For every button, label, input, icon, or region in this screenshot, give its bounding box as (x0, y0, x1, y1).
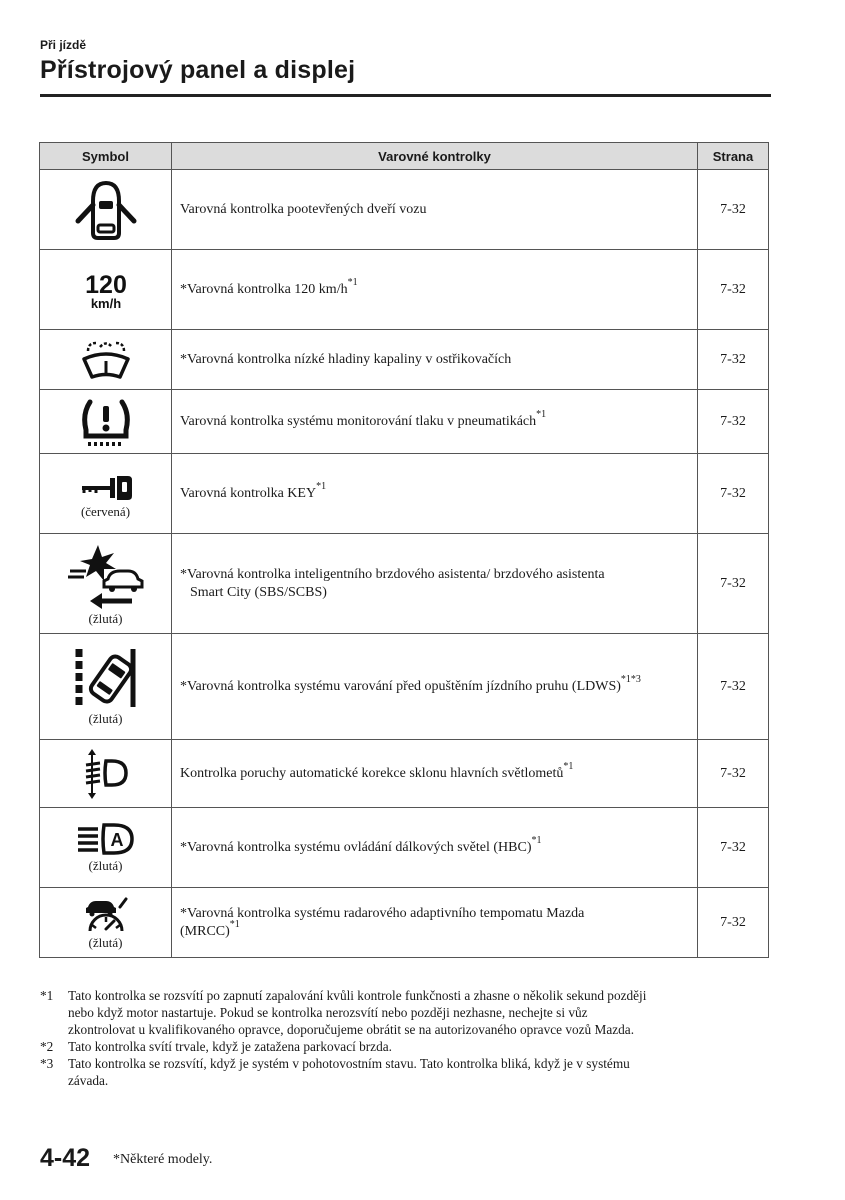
footnote-mark: *1 (40, 988, 54, 1003)
color-note: (červená) (80, 503, 131, 519)
table-row (40, 534, 769, 634)
row-page: 7-32 (698, 170, 769, 250)
table-row (40, 888, 769, 958)
footnote-2 (40, 1038, 770, 1055)
footnote-line: závada. (68, 1073, 109, 1088)
footnote-mark: *2 (40, 1039, 54, 1054)
row-description: Kontrolka poruchy automatické korekce sklonu hlavních světlometů (180, 765, 564, 781)
table-row (40, 740, 769, 808)
row-page: 7-32 (698, 808, 769, 888)
footnotes (40, 987, 770, 1089)
table-row (40, 634, 769, 740)
row-description: Varovná kontrolka KEY (180, 485, 317, 501)
row-footnote-ref: *1 (316, 480, 327, 492)
footnote-3 (40, 1055, 770, 1089)
row-description: Varovná kontrolka pootevřených dveří vozu (180, 201, 427, 217)
lane-departure-icon (71, 647, 141, 709)
auto-letter: A (110, 829, 123, 850)
page-title: Přístrojový panel a displej (40, 56, 356, 84)
row-page: 7-32 (698, 330, 769, 390)
table-row (40, 250, 769, 330)
footnote-line: nebo když motor nastartuje. Pokud se kontrolka nerozsvítí nebo později nezhasne, nechejte si vůz (68, 1005, 588, 1020)
header-page: Strana (698, 143, 769, 170)
washer-fluid-icon (78, 337, 134, 383)
row-footnote-ref: *1 (536, 408, 547, 420)
color-note: (žlutá) (88, 857, 123, 873)
footnote-line: Tato kontrolka se rozsvítí po zapnutí zapalování kvůli kontrole funkčnosti a zhasne o několik sekund později (68, 988, 647, 1003)
table-row (40, 390, 769, 454)
row-description: *Varovná kontrolka systému varování před opuštěním jízdního pruhu (LDWS) (180, 678, 621, 694)
row-page: 7-32 (698, 454, 769, 534)
brake-assist-icon (64, 541, 148, 609)
row-page: 7-32 (698, 740, 769, 808)
table-row (40, 330, 769, 390)
row-footnote-ref: *1 (531, 834, 542, 846)
table-header-row (40, 143, 769, 170)
footnote-mark: *3 (40, 1056, 54, 1071)
row-description: *Varovná kontrolka systému ovládání dálkových světel (HBC) (180, 839, 532, 855)
row-description: Varovná kontrolka systému monitorování tlaku v pneumatikách (180, 413, 537, 429)
speed-value-text: 120 (84, 270, 127, 299)
row-description: *Varovná kontrolka 120 km/h (180, 281, 348, 297)
door-open-icon (73, 177, 139, 243)
speed-120-icon (76, 268, 136, 312)
row-page: 7-32 (698, 634, 769, 740)
header-description: Varovné kontrolky (172, 143, 698, 170)
color-note: (žlutá) (88, 934, 123, 950)
footnote-line: zkontrolovat u kvalifikovaného opravce, doporučujeme obrátit se na autorizovaného opravce vozů Mazda. (68, 1022, 635, 1037)
row-page: 7-32 (698, 390, 769, 454)
footnote-line: Tato kontrolka svítí trvale, když je zatažena parkovací brzda. (68, 1039, 392, 1054)
header-symbol: Symbol (40, 143, 172, 170)
row-footnote-ref: *1 (563, 760, 574, 772)
table-row (40, 808, 769, 888)
models-note: *Některé modely. (113, 1152, 213, 1167)
tire-pressure-icon (78, 396, 134, 448)
page-number: 4-42 (40, 1144, 91, 1172)
warning-lights-table (39, 142, 769, 958)
table-row (40, 170, 769, 250)
row-footnote-ref: *1*3 (620, 673, 641, 685)
row-footnote-ref: *1 (229, 918, 240, 930)
row-page: 7-32 (698, 250, 769, 330)
row-page: 7-32 (698, 888, 769, 958)
footnote-1 (40, 987, 770, 1038)
color-note: (žlutá) (88, 710, 123, 726)
high-beam-control-icon (74, 822, 138, 856)
row-page: 7-32 (698, 534, 769, 634)
title-rule (40, 94, 771, 97)
headlight-leveling-icon (78, 747, 134, 801)
radar-cruise-icon (82, 895, 130, 933)
table-row (40, 454, 769, 534)
row-description: *Varovná kontrolka systému radarového adaptivního tempomatu Mazda (180, 905, 585, 921)
row-description-line2: Smart City (SBS/SCBS) (190, 584, 327, 600)
row-footnote-ref: *1 (347, 276, 358, 288)
footnote-line: Tato kontrolka se rozsvítí, když je systém v pohotovostním stavu. Tato kontrolka bliká, když je v systému (68, 1056, 630, 1071)
row-description: *Varovná kontrolka inteligentního brzdového asistenta/ brzdového asistenta (180, 566, 605, 582)
key-icon (76, 468, 136, 502)
section-label: Při jízdě (40, 38, 87, 52)
row-description: *Varovná kontrolka nízké hladiny kapaliny v ostřikovačích (180, 351, 512, 367)
row-description-line2: (MRCC) (180, 923, 230, 939)
color-note: (žlutá) (88, 610, 123, 626)
speed-unit-text: km/h (90, 295, 121, 311)
